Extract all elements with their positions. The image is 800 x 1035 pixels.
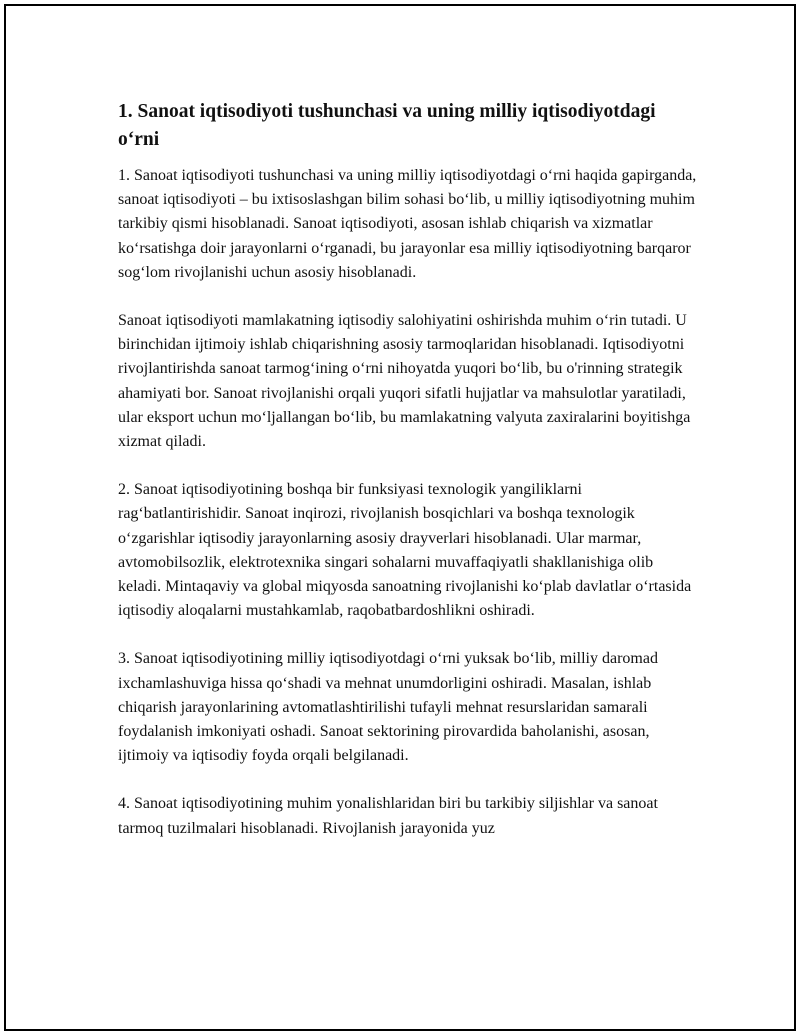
- paragraph-2: Sanoat iqtisodiyoti mamlakatning iqtisodiy salohiyatini oshirishda muhim o‘rin tutadi. U birinchidan ijtimoiy ishlab chiqarishning asosiy tarmoqlaridan hisoblanadi. Iqtisodiyotni rivojlantirishda sanoat tarmog‘ining o‘rni nihoyatda yuqori bo‘lib, bu o'rinning strategik ahamiyati bor. Sanoat rivojlanishi orqali yuqori sifatli hujjatlar va mahsulotlar yaratiladi, ular eksport uchun mo‘ljallangan bo‘lib, bu mamlakatning valyuta zaxiralarini boyitishga xizmat qiladi.: [118, 312, 691, 451]
- paragraph-1: 1. Sanoat iqtisodiyoti tushunchasi va uning milliy iqtisodiyotdagi o‘rni haqida gapirganda, sanoat iqtisodiyoti – bu ixtisoslashgan bilim sohasi bo‘lib, u milliy iqtisodiyotning muhim tarkibiy qismi hisoblanadi. Sanoat iqtisodiyoti, asosan ishlab chiqarish va xizmatlar ko‘rsatishga doir jarayonlarni o‘rganadi, bu jarayonlar esa milliy iqtisodiyotning barqaror sog‘lom rivojlanishi uchun asosiy hisoblanadi.: [118, 167, 697, 281]
- paragraph-4: 3. Sanoat iqtisodiyotining milliy iqtisodiyotdagi o‘rni yuksak bo‘lib, milliy daromad ixchamlashuviga hissa qo‘shadi va mehnat unumdorligini oshiradi. Masalan, ishlab chiqarish jarayonlarining avtomatlashtirilishi tufayli mehnat resurslaridan samarali foydalanish imkoniyati oshadi. Sanoat sektorining pirovardida baholanishi, asosan, ijtimoiy va iqtisodiy foyda orqali belgilanadi.: [118, 650, 658, 765]
- document-title: 1. Sanoat iqtisodiyoti tushunchasi va uning milliy iqtisodiyotdagi o‘rni: [118, 101, 656, 150]
- paragraph-3: 2. Sanoat iqtisodiyotining boshqa bir funksiyasi texnologik yangiliklarni rag‘batlantirishidir. Sanoat inqirozi, rivojlanish bosqichlari va boshqa texnologik o‘zgarishlar iqtisodiy jarayonlarning asosiy drayverlari hisoblanadi. Ular marmar, avtomobilsozlik, elektrotexnika singari sohalarni muvaffaqiyatli shakllanishiga olib keladi. Mintaqaviy va global miqyosda sanoatning rivojlanishi ko‘plab davlatlar o‘rtasida iqtisodiy aloqalarni mustahkamlab, raqobatbardoshlikni oshiradi.: [118, 481, 692, 620]
- document-page: [4, 4, 796, 1031]
- document-body: [118, 98, 698, 865]
- paragraph-5: 4. Sanoat iqtisodiyotining muhim yonalishlaridan biri bu tarkibiy siljishlar va sanoat tarmoq tuzilmalari hisoblanadi. Rivojlanish jarayonida yuz: [118, 795, 658, 837]
